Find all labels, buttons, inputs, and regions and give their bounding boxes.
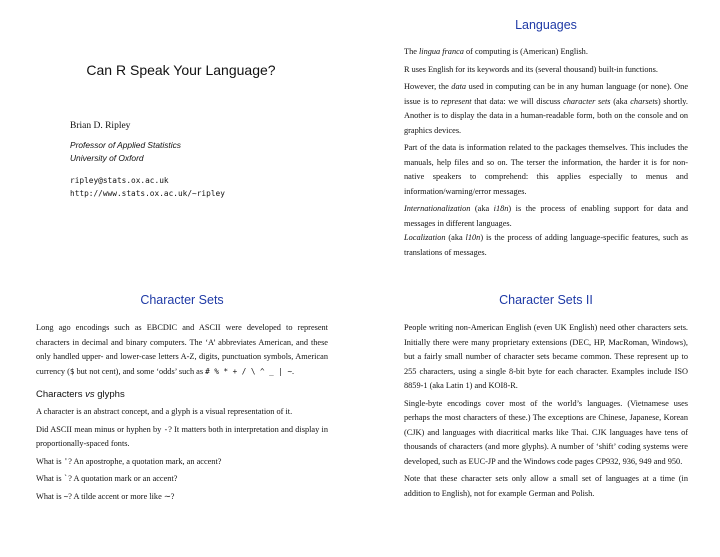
paragraph: Did ASCII mean minus or hyphen by -? It matters both in interpretation and display in proportionally-spaced fonts. — [36, 424, 329, 448]
author-email: ripley@stats.ox.ac.uk — [70, 176, 169, 185]
paragraph: A character is an abstract concept, and a glyph is a visual representation of it. — [36, 407, 293, 416]
paragraph: What is '? An apostrophe, a quotation mark, an accent? — [36, 456, 222, 466]
paragraph: The lingua franca of computing is (American) English. — [404, 47, 588, 56]
paragraph: Part of the data is information related to the packages themselves. This includes the manuals, help files and so on. The terser the information, the harder it is for non-native speakers to comprehend: this applies especially to menus and information/warning/error messages. — [404, 143, 688, 196]
paragraph: Note that these character sets only allow a small set of languages at a time (in addition to English), not for example German and Polish. — [404, 474, 688, 498]
slide-heading: Character Sets — [140, 293, 224, 307]
slide-heading: Character Sets II — [499, 293, 593, 307]
paragraph: What is ~? A tilde accent or more like ∼? — [36, 491, 175, 501]
paragraph: Internationalization (aka i18n) is the process of enabling support for data and messages in different languages. Localization (aka l10n) is the process of adding language-specific features, such as translations of messages. — [404, 204, 688, 257]
author-url: http://www.stats.ox.ac.uk/~ripley — [70, 189, 225, 198]
paragraph: Long ago encodings such as EBCDIC and ASCII were developed to represent characters in decimal and binary computers. The ‘A’ abbreviates American, and these only handled upper- and lower-case letters A-Z, digits, punctuation symbols, American currency ($ but not cent), and some ‘odds’ such as # % * + / \ ^ _ | ~. — [36, 323, 328, 376]
slide-languages — [404, 18, 688, 260]
paragraph: Single-byte encodings cover most of the world’s languages. (Vietnamese uses perhaps the most characters of these.) The exceptions are Chinese, Japanese, Korean (CJK) and languages with diacritical marks like Thai. CJK languages have tens of thousands of characters (and more glyphs). A number of ‘shift’ coding systems were developed, such as EUC-JP and the Windows code pages CP932, 936, 949 and 950. — [404, 398, 688, 466]
author-position: Professor of Applied Statistics — [70, 140, 181, 150]
slide-character-sets-ii — [404, 293, 688, 501]
author-institution: University of Oxford — [70, 153, 144, 163]
paragraph: R uses English for its keywords and its (several thousand) built-in functions. — [404, 64, 658, 74]
slide-character-sets — [36, 293, 328, 504]
presentation-title: Can R Speak Your Language? — [86, 62, 276, 78]
paragraph: However, the data used in computing can be in any human language (or none). One issue is to represent that data: we will discuss character sets (aka charsets) shortly. Another is to display the data in a human-readable form, both on the console and on graphics devices. — [404, 82, 689, 135]
paragraph: What is `? A quotation mark or an accent? — [36, 474, 178, 483]
section-subheading: Characters vs glyphs — [36, 389, 125, 400]
author-name: Brian D. Ripley — [70, 121, 131, 131]
slide-heading: Languages — [515, 18, 577, 32]
paragraph: People writing non-American English (even UK English) need other characters sets. Initially there were many proprietary extensions (DEC, HP, MacRoman, Windows), but a fairly small number of character sets became common. These represent up to 255 characters, using a single 8-bit byte for each character. Examples include ISO 8859-1 (aka Latin 1) and KOI8-R. — [404, 323, 688, 390]
